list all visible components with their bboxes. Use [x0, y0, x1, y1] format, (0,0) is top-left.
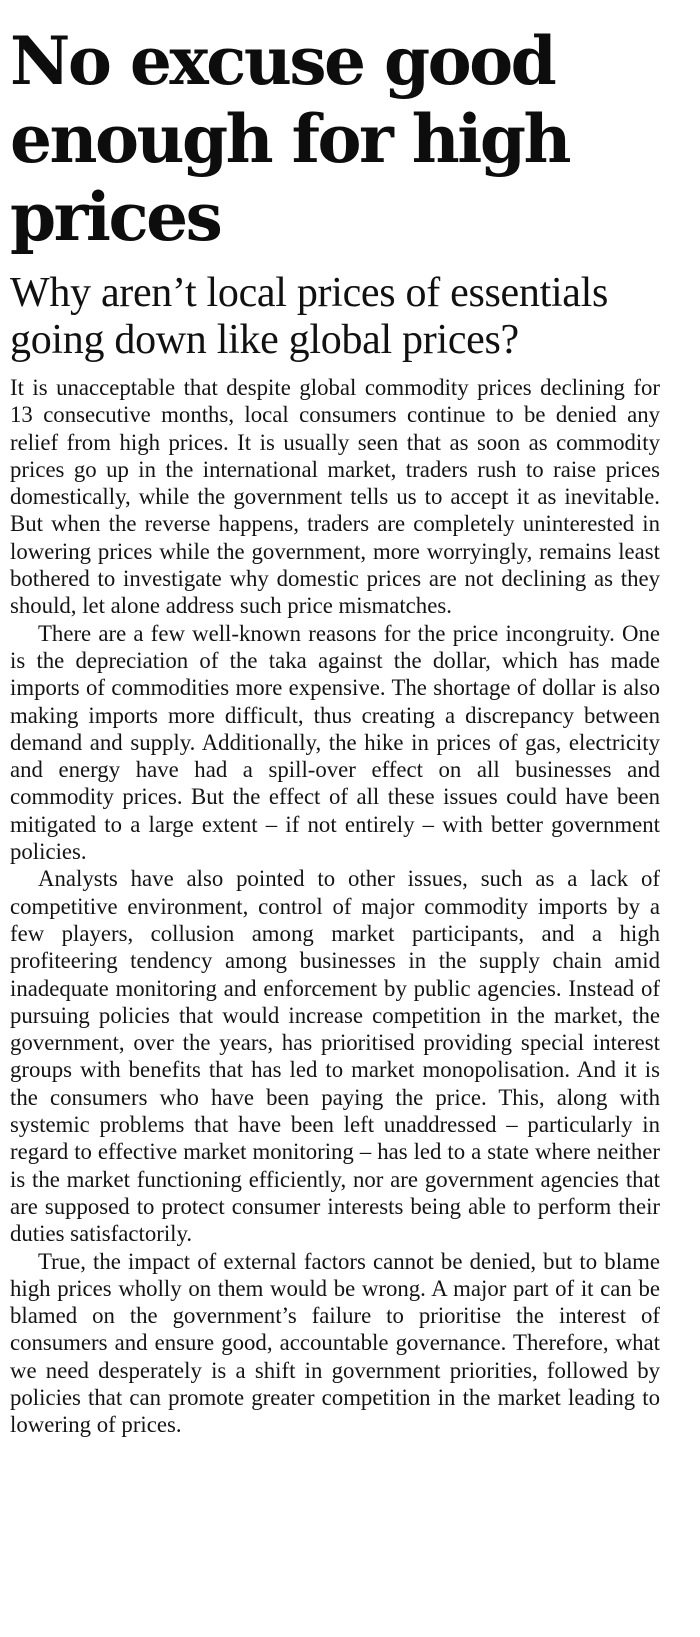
article-body: [10, 374, 660, 1439]
headline: No excuse good enough for high prices: [10, 22, 569, 256]
paragraph: Analysts have also pointed to other issues, such as a lack of competitive environment, control of major commodity imports by a few players, collusion among market participants, and a high profiteering tendency among businesses in the supply chain amid inadequate monitoring and enforcement by public agencies. Instead of pursuing policies that would increase competition in the market, the government, over the years, has prioritised providing special interest groups with benefits that has led to market monopolisation. And it is the consumers who have been paying the price. This, along with systemic problems that have been left unaddressed – particularly in regard to effective market monitoring – has led to a state where neither is the market functioning efficiently, nor are government agencies that are supposed to protect consumer interests being able to perform their duties satisfactorily.: [10, 866, 660, 1247]
paragraph: True, the impact of external factors cannot be denied, but to blame high prices wholly on them would be wrong. A major part of it can be blamed on the government’s failure to prioritise the interest of consumers and ensure good, accountable governance. Therefore, what we need desperately is a shift in government priorities, followed by policies that can promote greater competition in the market leading to lowering of prices.: [10, 1248, 660, 1438]
paragraph: It is unacceptable that despite global commodity prices declining for 13 consecutive months, local consumers continue to be denied any relief from high prices. It is usually seen that as soon as commodity prices go up in the international market, traders rush to raise prices domestically, while the government tells us to accept it as inevitable. But when the reverse happens, traders are completely uninterested in lowering prices while the government, more worryingly, remains least bothered to investigate why domestic prices are not declining as they should, let alone address such price mismatches.: [10, 375, 660, 619]
subheadline: Why aren’t local prices of essentials going down like global prices?: [10, 270, 609, 363]
paragraph: There are a few well-known reasons for the price incongruity. One is the depreciation of the taka against the dollar, which has made imports of commodities more expensive. The shortage of dollar is also making imports more difficult, thus creating a discrepancy between demand and supply. Additionally, the hike in prices of gas, electricity and energy have had a spill-over effect on all businesses and commodity prices. But the effect of all these issues could have been mitigated to a large extent – if not entirely – with better government policies.: [10, 620, 660, 865]
editorial-article: [10, 0, 660, 1439]
